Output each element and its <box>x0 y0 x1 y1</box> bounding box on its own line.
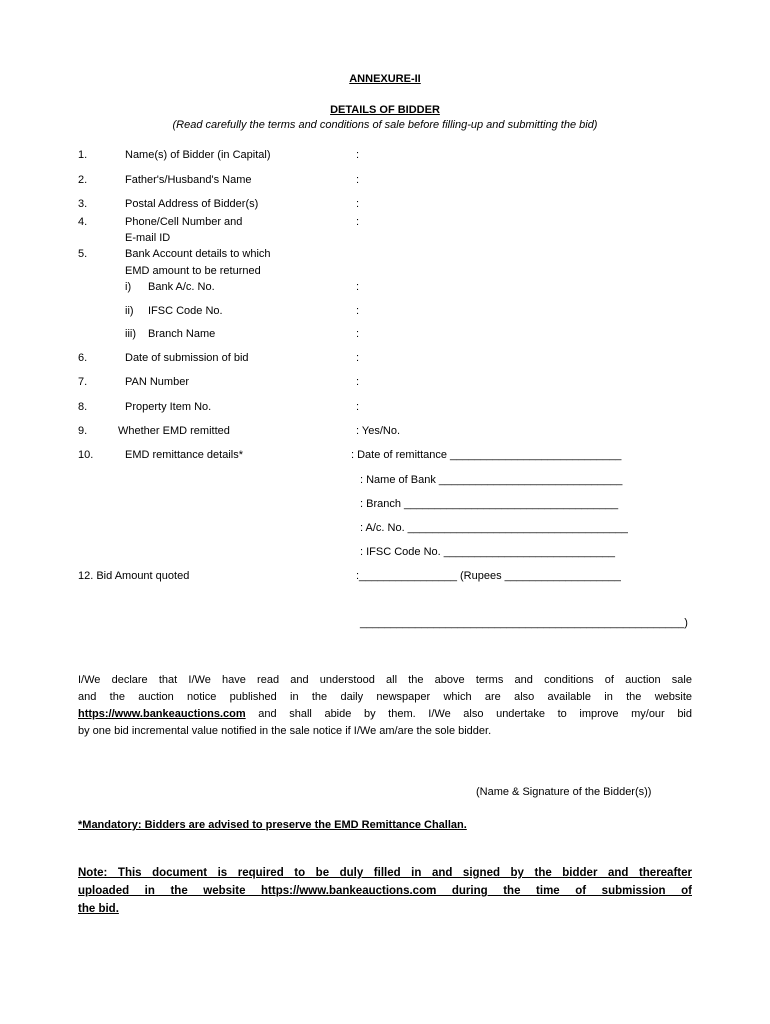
row-5-number: 5. <box>78 248 88 260</box>
row-3-label: Postal Address of Bidder(s) <box>125 198 259 210</box>
row-8-label: Property Item No. <box>125 401 212 413</box>
bid-amount-words-line: _____________________________________________________) <box>360 617 688 629</box>
row-6-label: Date of submission of bid <box>125 352 249 364</box>
submission-note <box>78 864 692 918</box>
row-10-number: 10. <box>78 449 94 461</box>
remittance-date-field: : Date of remittance ____________________________ <box>351 449 622 461</box>
declaration-line-3-rest: and shall abide by them. I/We also undertake to improve my/our bid <box>245 708 692 720</box>
row-4-label-line2: E-mail ID <box>125 232 171 244</box>
remittance-ifsc-field: : IFSC Code No. ____________________________ <box>360 546 616 558</box>
declaration-line-4: by one bid incremental value notified in the sale notice if I/We am/are the sole bidder. <box>78 725 492 737</box>
row-5iii-label: Branch Name <box>148 328 216 340</box>
row-8-number: 8. <box>78 401 88 413</box>
row-5-label: Bank Account details to which <box>125 248 271 260</box>
row-5-label-line2: EMD amount to be returned <box>125 265 261 277</box>
row-1-colon: : <box>356 149 360 161</box>
row-5iii-colon: : <box>356 328 360 340</box>
row-5ii-label: IFSC Code No. <box>148 305 223 317</box>
row-9-label: Whether EMD remitted <box>118 425 230 437</box>
row-8-colon: : <box>356 401 360 413</box>
row-1-label: Name(s) of Bidder (in Capital) <box>125 149 271 161</box>
row-4-colon: : <box>356 216 360 228</box>
row-2-label: Father's/Husband's Name <box>125 174 252 186</box>
note-line-1: Note: This document is required to be duly filled in and signed by the bidder and thereafter <box>78 867 692 879</box>
row-5i-label: Bank A/c. No. <box>148 281 215 293</box>
declaration-paragraph <box>78 672 692 740</box>
row-6-colon: : <box>356 352 360 364</box>
row-2-number: 2. <box>78 174 88 186</box>
row-6-number: 6. <box>78 352 88 364</box>
row-7-colon: : <box>356 376 360 388</box>
declaration-line-2: and the auction notice published in the daily newspaper which are also available in the website <box>78 691 692 703</box>
row-3-colon: : <box>356 198 360 210</box>
row-5i-colon: : <box>356 281 360 293</box>
mandatory-note: *Mandatory: Bidders are advised to preserve the EMD Remittance Challan. <box>78 819 467 831</box>
bid-amount-label: 12. Bid Amount quoted <box>78 570 190 582</box>
note-line-3: the bid. <box>78 903 119 915</box>
row-1-number: 1. <box>78 149 88 161</box>
row-10-label: EMD remittance details* <box>125 449 243 461</box>
bid-amount-field: :________________ (Rupees ___________________ <box>356 570 621 582</box>
row-9-number: 9. <box>78 425 88 437</box>
row-9-value: : Yes/No. <box>356 425 401 437</box>
row-3-number: 3. <box>78 198 88 210</box>
row-7-label: PAN Number <box>125 376 189 388</box>
remittance-bank-field: : Name of Bank ______________________________ <box>360 474 623 486</box>
signature-caption: (Name & Signature of the Bidder(s)) <box>476 786 652 798</box>
instruction-text: (Read carefully the terms and conditions of sale before filling-up and submitting the bid) <box>172 119 598 131</box>
row-7-number: 7. <box>78 376 88 388</box>
row-5i-number: i) <box>125 281 132 293</box>
note-line-2: uploaded in the website https://www.bankeauctions.com during the time of submission of <box>78 885 692 897</box>
row-5ii-colon: : <box>356 305 360 317</box>
row-2-colon: : <box>356 174 360 186</box>
website-link[interactable]: https://www.bankeauctions.com <box>78 708 246 720</box>
row-5iii-number: iii) <box>125 328 136 340</box>
declaration-line-3 <box>78 706 692 723</box>
declaration-line-1: I/We declare that I/We have read and understood all the above terms and conditions of auction sale <box>78 674 692 686</box>
row-4-label: Phone/Cell Number and <box>125 216 243 228</box>
annexure-heading: ANNEXURE-II <box>349 73 421 85</box>
row-4-number: 4. <box>78 216 88 228</box>
details-heading: DETAILS OF BIDDER <box>330 104 440 116</box>
row-5ii-number: ii) <box>125 305 134 317</box>
remittance-acno-field: : A/c. No. ____________________________________ <box>360 522 628 534</box>
remittance-branch-field: : Branch ___________________________________ <box>360 498 619 510</box>
